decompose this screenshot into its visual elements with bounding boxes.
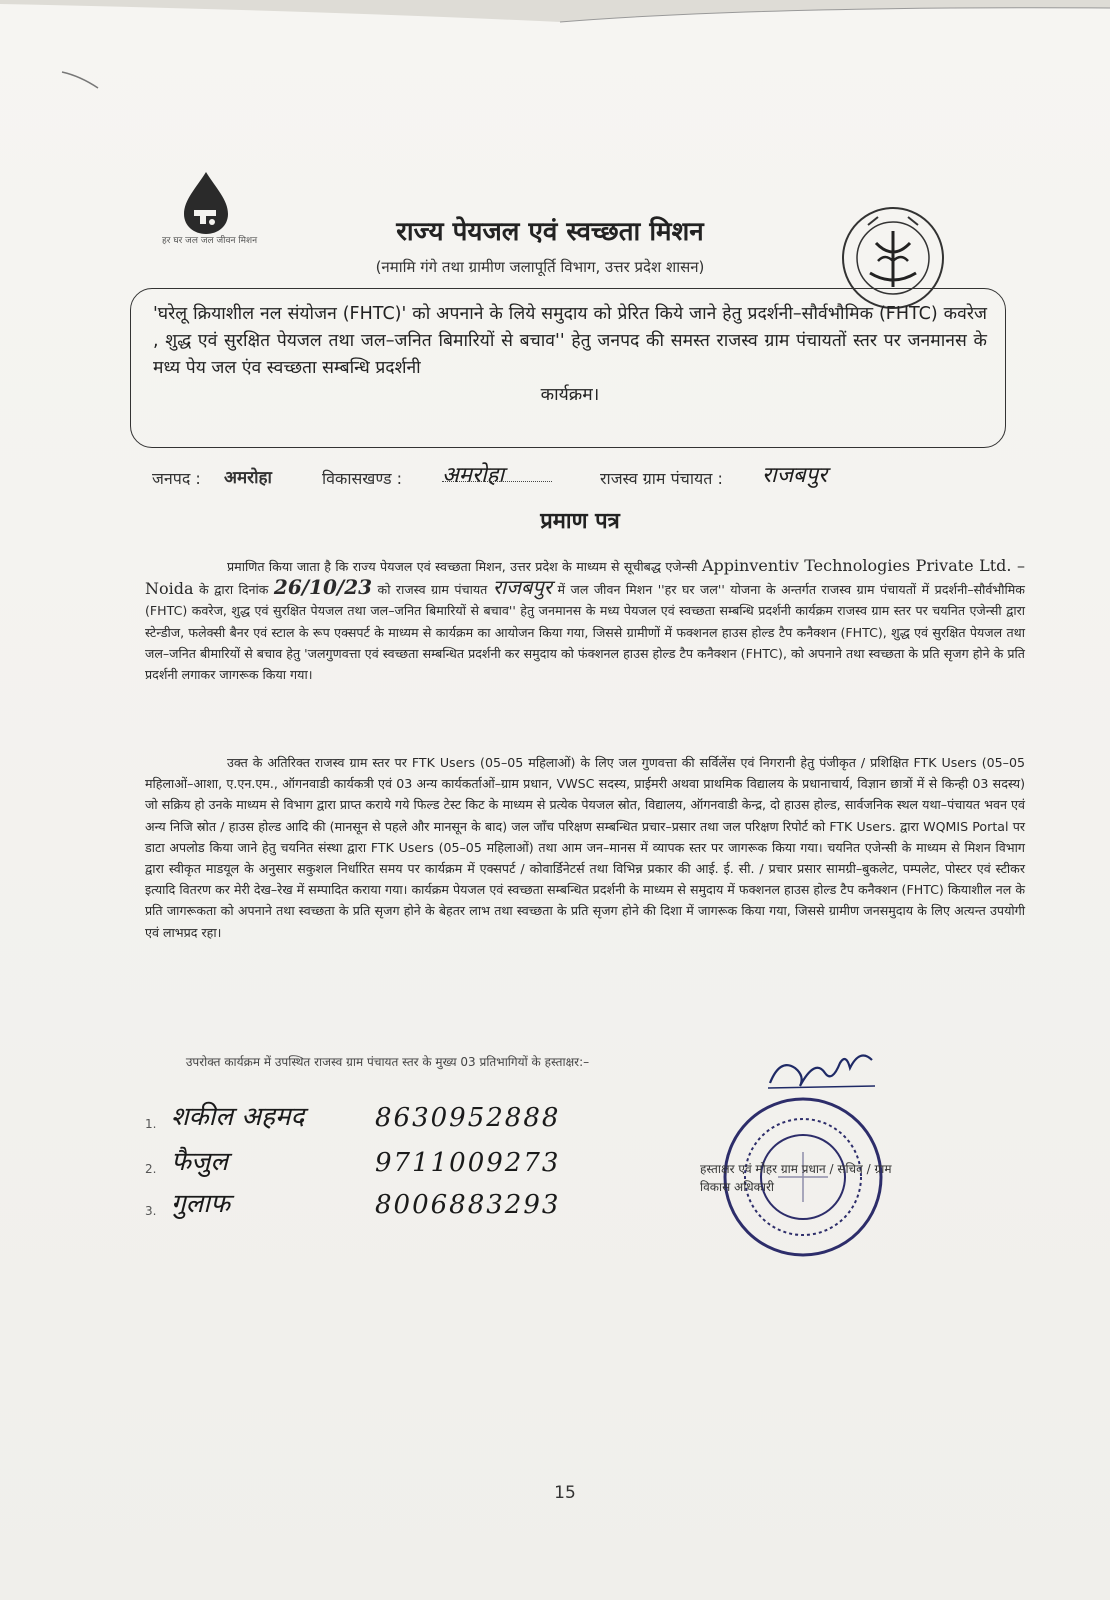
gram-panchayat-label: राजस्व ग्राम पंचायत : <box>600 469 723 488</box>
page-number: 15 <box>554 1483 576 1503</box>
para1-body: में जल जीवन मिशन ''हर घर जल'' योजना के अन्तर्गत राजस्व ग्राम पंचायतों में प्रदर्शनी–सौर्वभौमिक (FHTC) कवरेज, शुद्ध एवं सुरक्षित पेयजल तथा जल–जनित बिमारियों से बचाव'' हेतु जनमानस के मध्य पेयजल एवं स्वच्छता सम्बन्धि प्रदर्शनी कार्यक्रम राजस्व ग्राम स्तर पर चयनित एजेन्सी द्वारा स्टेन्डीज, फलेक्सी बैनर एवं स्टाल के रूप एक्सपर्ट के माध्यम से कार्यक्रम का आयोजन किया गया, जिससे ग्रामीणों में फक्शनल हाउस होल्ड टैप कनैक्शन (FHTC), शुद्ध एवं सुरक्षित पेयजल तथा जल–जनित बीमारियों से बचाव हेतु 'जलगुणवत्ता एवं स्वच्छता सम्बन्धित प्रदर्शनी कर समुदाय को फंक्शनल हाउस होल्ड टैप कनैक्शन (FHTC), को अपनाने तथा स्वच्छता के प्रति सृजग होने के प्रति प्रदर्शनी लगाकर जागरूक किया गया। <box>145 582 1025 683</box>
program-title-text: 'घरेलू क्रियाशील नल संयोजन (FHTC)' को अपनाने के लिये समुदाय को प्रेरित किये जाने हेतु प्रदर्शनी–सौर्वभौमिक (FHTC) कवरेज , शुद्ध एवं सुरक्षित पेयजल तथा जल–जनित बिमारियों से बचाव'' हेतु जनपद की समस्त राजस्व ग्राम पंचायतों स्तर पर जनमानस के मध्य पेय जल एंव स्वच्छता सम्बन्धि प्रदर्शनी <box>153 304 987 378</box>
para1-intro: प्रमाणित किया जाता है कि राज्य पेयजल एवं स्वच्छता मिशन, उत्तर प्रदेश के माध्यम से सूचीबद्ध एजेन्सी <box>227 559 698 574</box>
certificate-paragraph-1 <box>145 555 1025 685</box>
program-title-box <box>130 288 1006 448</box>
signature-note: उपरोक्त कार्यक्रम में उपस्थित राजस्व ग्राम पंचायत स्तर के मुख्य 03 प्रतिभागियों के हस्ताक्षर:– <box>185 1055 590 1069</box>
stamp-label: हस्ताक्षर एवं मोहर ग्राम प्रधान / सचिव / ग्राम विकास अधिकारी <box>700 1162 892 1194</box>
participant-signature-3 <box>145 1182 625 1222</box>
water-drop-tap-icon <box>176 170 236 236</box>
row-number: 2. <box>145 1162 157 1176</box>
row-number: 3. <box>145 1204 157 1218</box>
paper-fold-edge <box>0 0 1110 26</box>
participant-name: शकील अहमद <box>171 1102 305 1132</box>
block-label: विकासखण्ड : <box>322 469 403 488</box>
page-title: राज्य पेयजल एवं स्वच्छता मिशन <box>396 217 704 247</box>
har-ghar-jal-logo <box>160 170 260 270</box>
certificate-paragraph-2 <box>145 752 1025 943</box>
pradhan-signature <box>760 1038 880 1098</box>
scratch-mark <box>60 68 100 90</box>
block-value: अमरोहा <box>442 463 505 488</box>
participant-phone: 8006883293 <box>375 1190 561 1220</box>
para2-body: उक्त के अतिरिक्त राजस्व ग्राम स्तर पर FTK Users (05–05 महिलाओं) के लिए जल गुणवत्ता की सर्विलेंस एवं निगरानी हेतु पंजीकृत / प्रशिक्षित FTK Users (05–05 महिलाओं–आशा, ए.एन.एम., ऑगनवाडी कार्यकत्री एवं 03 अन्य कार्यकर्ताओं–ग्राम प्रधान, VWSC सदस्य, प्राईमरी अथवा प्राथमिक विद्यालय के प्रधानाचार्य, विज्ञान छात्रों में से किन्ही 03 सदस्य) जो सक्रिय हो उनके माध्यम से विभाग द्वारा प्राप्त कराये गये फिल्ड टेस्ट किट के माध्यम से प्रत्येक पेयजल स्रोत, विद्यालय, ऑगनवाडी केन्द्र, दो हाउस होल्ड, सार्वजनिक स्थल यथा–पंचायत भवन एवं अन्य निजि स्रोत / हाउस होल्ड आदि की (मानसून से पहले और मानसून के बाद) जल जाँच परिक्षण सम्बन्धित प्रचार–प्रसार तथा जल परिक्षण रिपोर्ट को FTK Users. द्वारा WQMIS Portal पर डाटा अपलोड किया जाने हेतु चयनित संस्था द्वारा FTK Users (05–05 महिलाओं) तथा आम जन–मानस में व्यापक स्तर पर जागरूक किया गया। चयनित एजेन्सी के माध्यम से मिशन विभाग द्वारा स्वीकृत माडयूल के अनुसार सकुशल निर्धारित समय पर कार्यक्रम में एक्सपर्ट / कोवार्डिनेटर्स तथा विभिन्न प्रकार की आई. ई. सी. / प्रचार प्रसार सामग्री–बुकलेट, पम्पलेट, पोस्टर एवं स्टीकर इत्यादि वितरण कर मेरी देख–रेख में सम्पादित कराया गया। कार्यक्रम पेयजल एवं स्वच्छता सम्बन्धित प्रदर्शनी के माध्यम से समुदाय में फक्शनल हाउस होल्ड टैप कनैक्शन (FHTC) कियाशील नल के प्रति जागरूकता को अपनाने तथा स्वच्छता के प्रति सृजग होने के बेहतर लाभ तथा स्वच्छता के प्रति सृजग होने की दिशा में जागरूक किया गया, जिससे ग्रामीण जनसमुदाय के लिए अत्यन्त उपयोगी एवं लाभप्रद रहा। <box>145 755 1025 940</box>
program-place: राजबपुर <box>492 575 552 600</box>
agency-name: Appinventiv Technologies Private Ltd. – Noida <box>145 556 1025 599</box>
gram-panchayat-value: राजबपुर <box>762 463 828 488</box>
district-value: अमरोहा <box>224 468 272 488</box>
participant-name: फैजुल <box>171 1147 228 1177</box>
certificate-title: प्रमाण पत्र <box>540 509 620 534</box>
participant-signature-2 <box>145 1140 625 1180</box>
page-subtitle: (नमामि गंगे तथा ग्रामीण जलापूर्ति विभाग, उत्तर प्रदेश शासन) <box>375 258 705 276</box>
row-number: 1. <box>145 1117 157 1131</box>
participant-name: गुलाफ <box>171 1189 231 1219</box>
para1-by: के द्वारा दिनांक <box>199 582 269 598</box>
program-title-end: कार्यक्रम। <box>540 385 600 405</box>
participant-signature-1 <box>145 1095 625 1135</box>
para1-at: को राजस्व ग्राम पंचायत <box>377 582 488 598</box>
district-label: जनपद : <box>152 469 201 488</box>
participant-phone: 8630952888 <box>375 1103 561 1133</box>
participant-phone: 9711009273 <box>375 1148 561 1178</box>
program-date: 26/10/23 <box>273 575 373 600</box>
logo-tagline: हर घर जल जल जीवन मिशन <box>162 236 258 246</box>
